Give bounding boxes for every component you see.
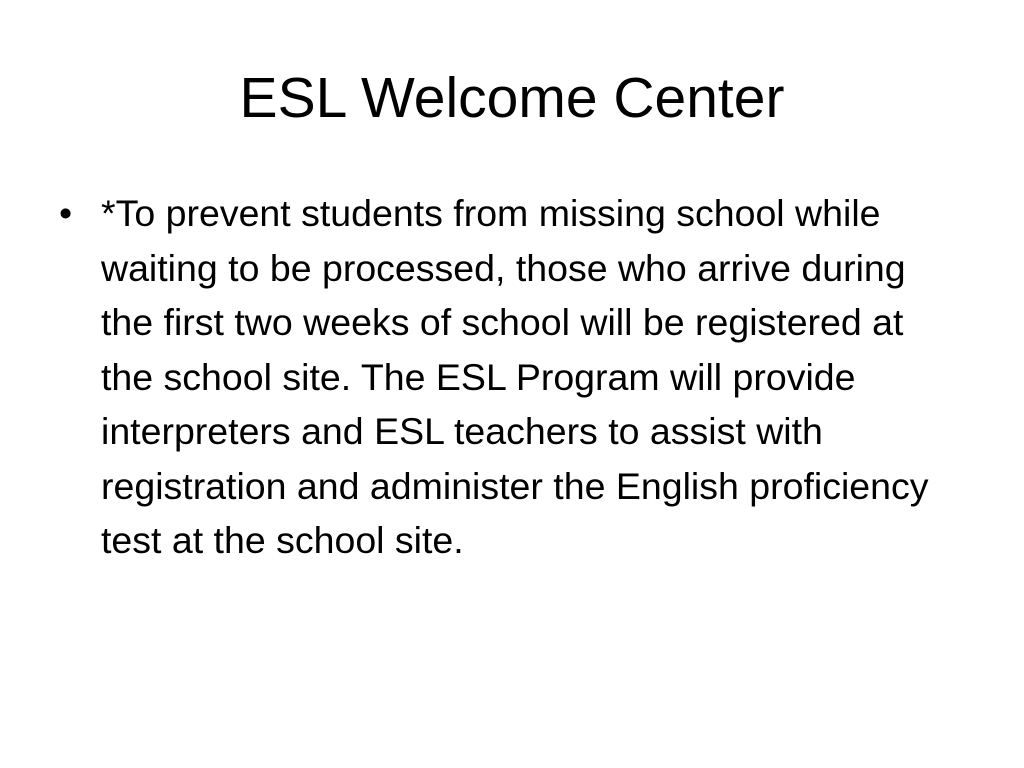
bullet-list	[59, 186, 964, 568]
bullet-text: *To prevent students from missing school while waiting to be processed, those who arrive during the first two weeks of school will be registered at the school site. The ESL Program will provide interpreters and ESL teachers to assist with registration and administer the English proficiency test at the school site.	[101, 192, 929, 561]
bullet-marker: •	[59, 192, 73, 234]
slide-title: ESL Welcome Center	[239, 66, 785, 130]
bullet-item	[59, 186, 964, 568]
